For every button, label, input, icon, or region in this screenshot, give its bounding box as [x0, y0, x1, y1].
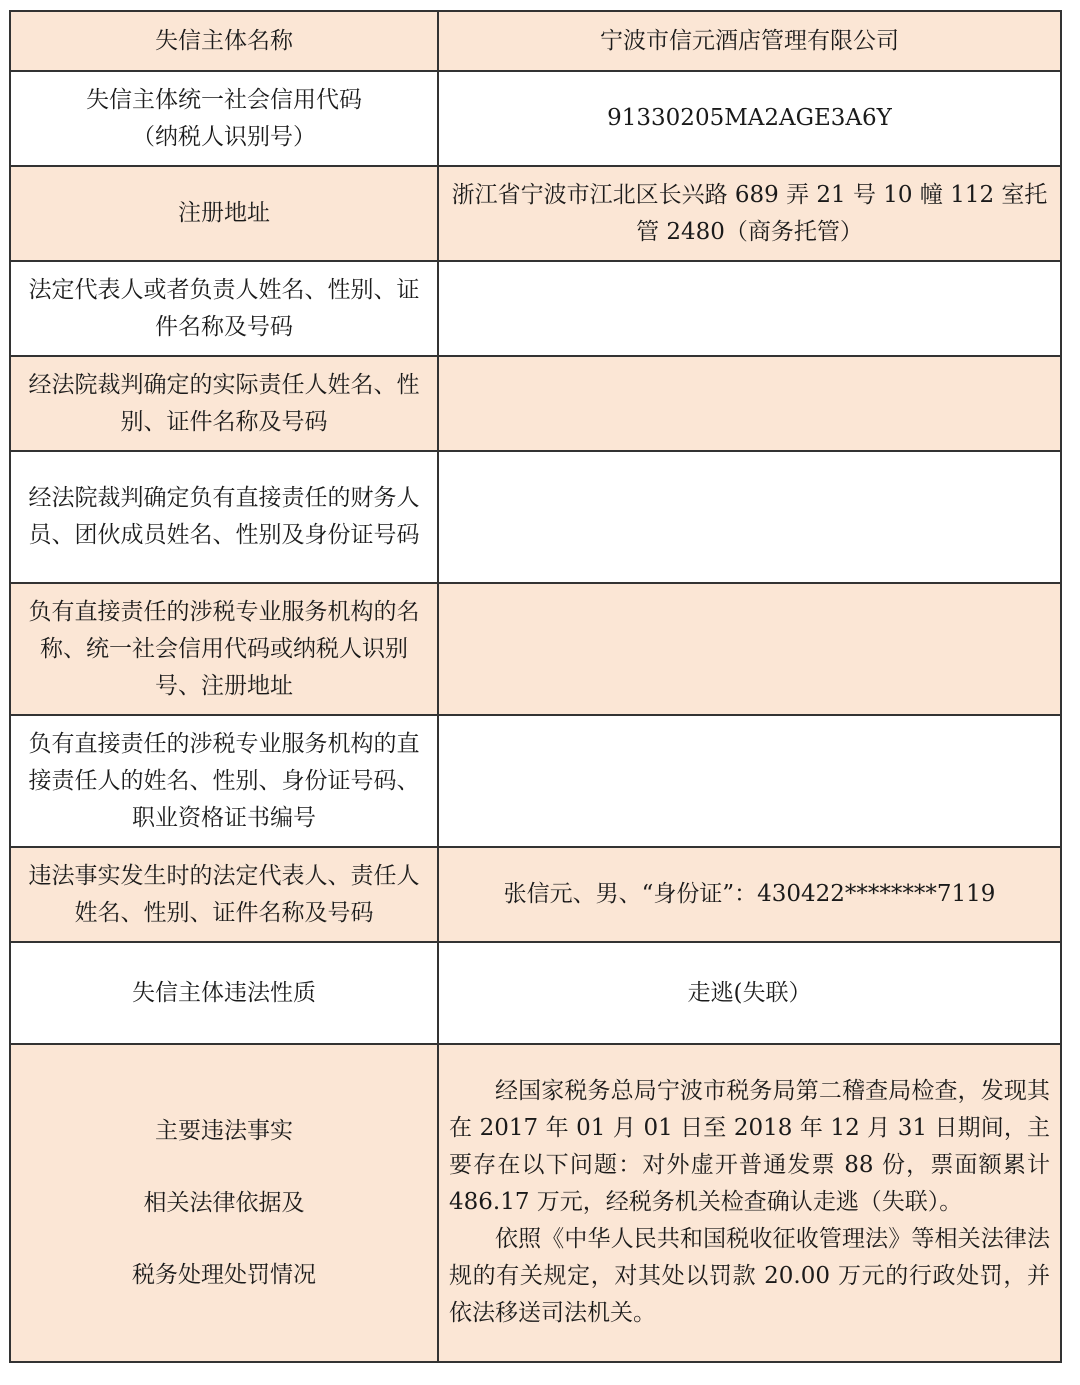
- row-value: 走逃(失联）: [438, 942, 1061, 1044]
- row-label: 负有直接责任的涉税专业服务机构的直接责任人的姓名、性别、身份证号码、职业资格证书编号: [10, 715, 438, 847]
- row-value: 张信元、男、“身份证”：430422********7119: [438, 847, 1061, 942]
- row-value: [438, 261, 1061, 356]
- facts-text-cell: [438, 1044, 1061, 1362]
- row-value: 宁波市信元酒店管理有限公司: [438, 11, 1061, 71]
- facts-label-cell: [10, 1044, 438, 1362]
- facts-paragraph: 经国家税务总局宁波市税务局第二稽查局检查，发现其在 2017 年 01 月 01 日至 2018 年 12 月 31 日期间，主要存在以下问题：对外虚开普通发票 88 份，票面额累计 486.17 万元，经税务机关检查确认走逃（失联）。: [449, 1077, 1050, 1215]
- facts-label: 主要违法事实: [155, 1118, 293, 1144]
- row-label-text: 失信主体统一社会信用代码 （纳税人识别号）: [86, 86, 362, 150]
- row-label: 负有直接责任的涉税专业服务机构的名称、统一社会信用代码或纳税人识别号、注册地址: [10, 583, 438, 715]
- table-row: [10, 261, 1061, 356]
- row-label: 经法院裁判确定的实际责任人姓名、性别、证件名称及号码: [10, 356, 438, 451]
- facts-label: 相关法律依据及: [143, 1190, 305, 1216]
- row-label: 失信主体违法性质: [10, 942, 438, 1044]
- row-value: 91330205MA2AGE3A6Y: [438, 71, 1061, 166]
- row-value: [438, 583, 1061, 715]
- credit-info-table: [9, 10, 1062, 1363]
- table-row: [10, 71, 1061, 166]
- facts-label: 税务处理处罚情况: [132, 1262, 316, 1288]
- table-row: [10, 715, 1061, 847]
- row-label: 注册地址: [10, 166, 438, 261]
- row-label: 法定代表人或者负责人姓名、性别、证件名称及号码: [10, 261, 438, 356]
- row-value: [438, 451, 1061, 583]
- row-label: 违法事实发生时的法定代表人、责任人姓名、性别、证件名称及号码: [10, 847, 438, 942]
- facts-paragraph: 依照《中华人民共和国税收征收管理法》等相关法律法规的有关规定，对其处以罚款 20.00 万元的行政处罚，并依法移送司法机关。: [449, 1225, 1050, 1326]
- table-row: [10, 942, 1061, 1044]
- table-row: [10, 1044, 1061, 1362]
- table-row: [10, 583, 1061, 715]
- table-row: [10, 356, 1061, 451]
- table-row: [10, 451, 1061, 583]
- row-value: [438, 715, 1061, 847]
- table-row: [10, 11, 1061, 71]
- row-label: [10, 71, 438, 166]
- row-label: 经法院裁判确定负有直接责任的财务人员、团伙成员姓名、性别及身份证号码: [10, 451, 438, 583]
- table-row: [10, 847, 1061, 942]
- row-label: 失信主体名称: [10, 11, 438, 71]
- row-value: [438, 356, 1061, 451]
- row-value: 浙江省宁波市江北区长兴路 689 弄 21 号 10 幢 112 室托管 2480（商务托管）: [438, 166, 1061, 261]
- table-row: [10, 166, 1061, 261]
